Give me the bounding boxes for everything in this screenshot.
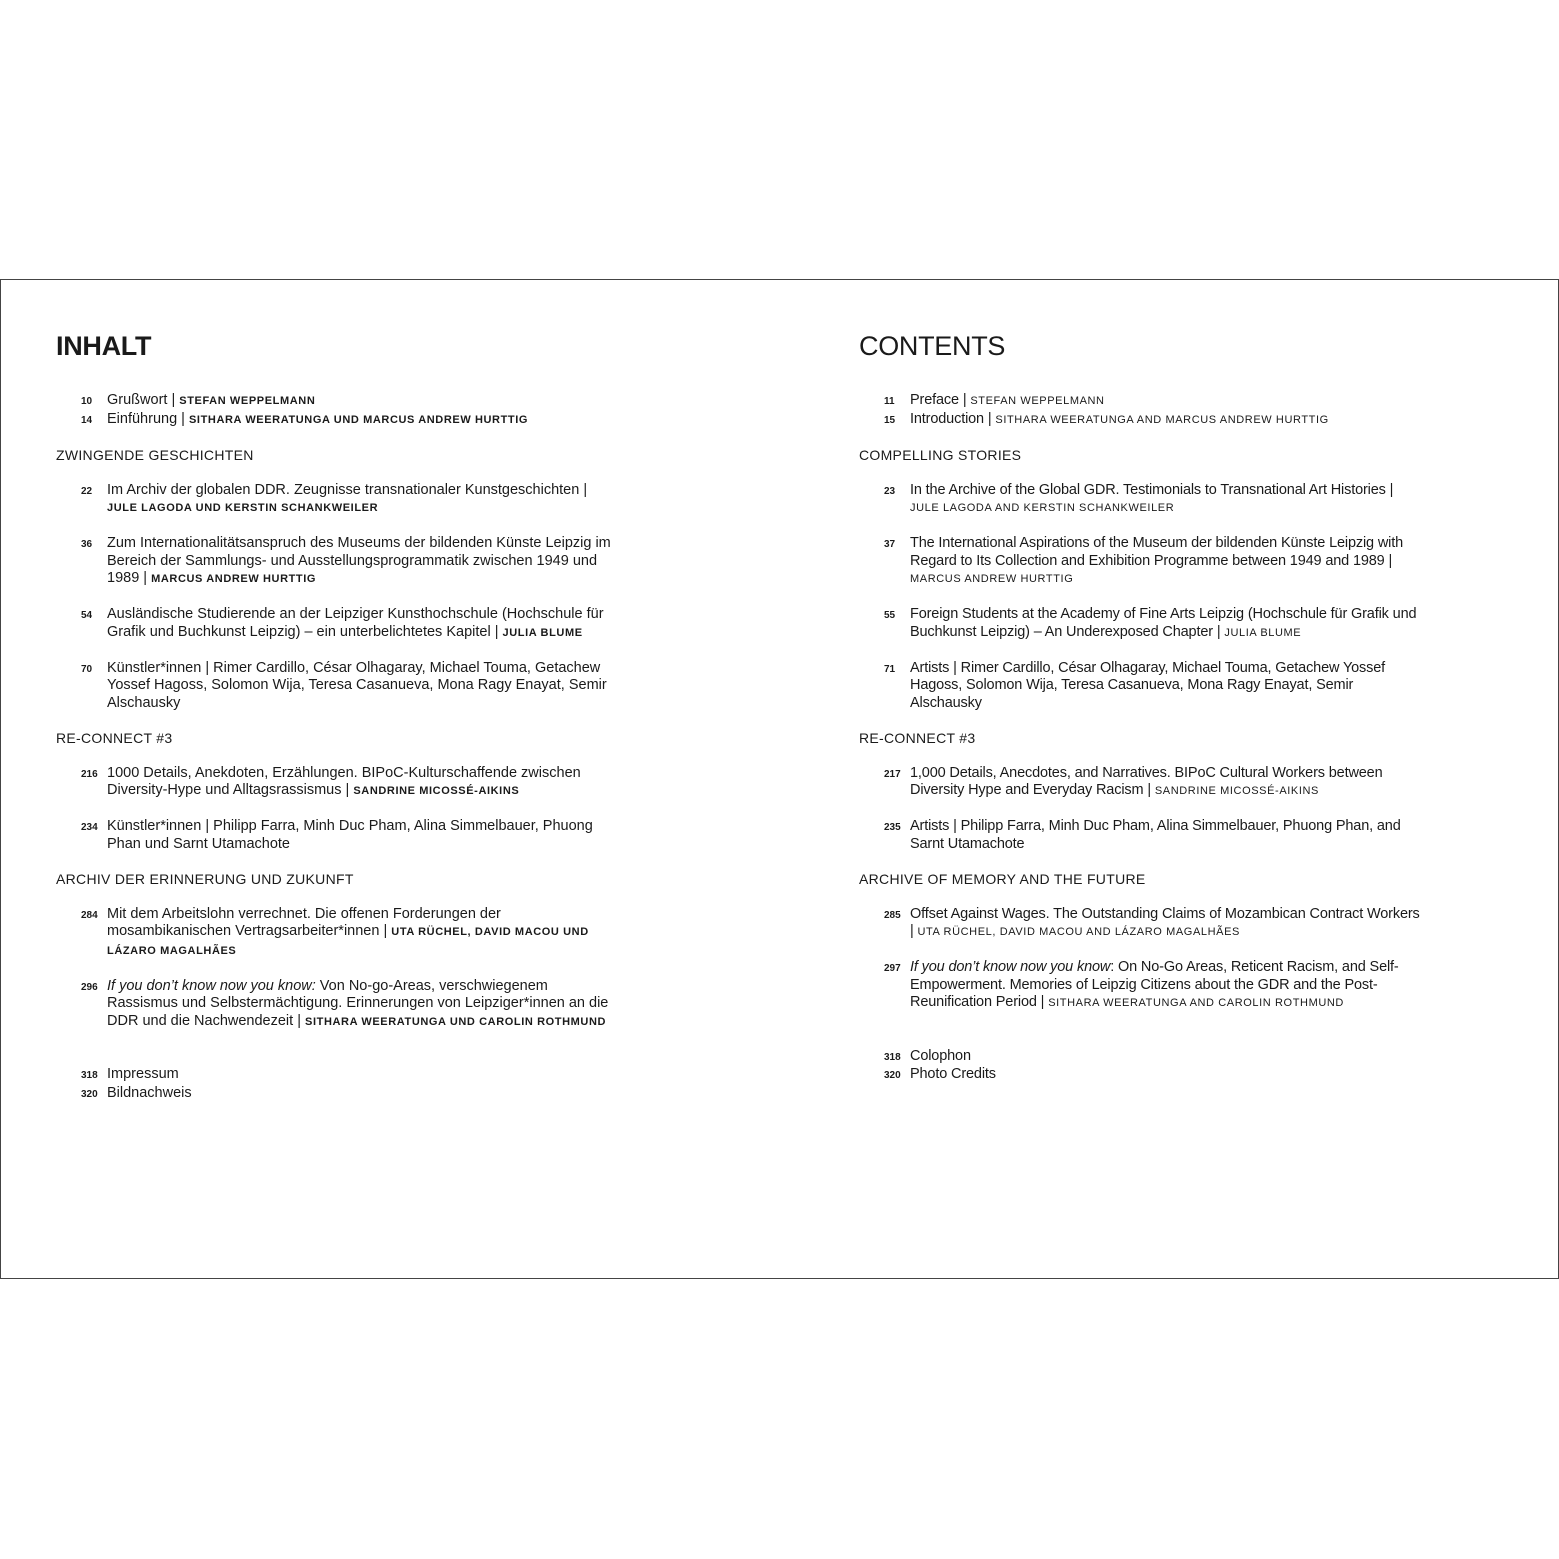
entry-title: Impressum	[107, 1066, 179, 1082]
separator: |	[383, 923, 388, 939]
entry-author: SITHARA WEERATUNGA AND MARCUS ANDREW HURTTIG	[995, 413, 1329, 426]
section-heading: ZWINGENDE GESCHICHTEN	[56, 446, 254, 463]
separator: |	[987, 410, 992, 427]
page-number: 235	[884, 822, 901, 833]
separator: |	[143, 570, 148, 586]
page-number: 217	[884, 768, 901, 780]
separator: |	[1147, 782, 1151, 798]
toc-entry[interactable]	[859, 482, 1459, 518]
entry-author: SITHARA WEERATUNGA AND CAROLIN ROTHMUND	[1048, 997, 1344, 1009]
colon: :	[1110, 959, 1115, 975]
toc-entry[interactable]	[56, 978, 676, 1032]
page-number: 23	[884, 485, 896, 497]
entry-title: Von No-go-Areas, verschwiegenem Rassismus und Selbstermächtigung. Erinnerungen von Leipziger*innen an die DDR und die Nachwendezeit	[107, 977, 609, 1029]
entry-title: Offset Against Wages. The Outstanding Claims of Mozambican Contract Workers	[910, 905, 1420, 922]
section-heading: ARCHIV DER ERINNERUNG UND ZUKUNFT	[56, 870, 354, 887]
entry-title: Artists	[910, 818, 950, 834]
entry-title: Grußwort	[107, 392, 168, 408]
separator: |	[181, 410, 185, 427]
entry-author: SITHARA WEERATUNGA UND MARCUS ANDREW HURTTIG	[188, 413, 529, 426]
entry-title: Ausländische Studierende an der Leipziger Kunsthochschule (Hochschule für Grafik und Buchkunst Leipzig) – ein unterbelichtetes Kapitel	[107, 606, 604, 640]
toc-entry[interactable]	[859, 392, 1459, 411]
entry-author: STEFAN WEPPELMANN	[970, 395, 1105, 407]
toc-page-german	[56, 330, 676, 1121]
separator: |	[910, 923, 914, 939]
entry-title: Mit dem Arbeitslohn verrechnet. Die offenen Forderungen der mosambikanischen Vertragsarbeiter*innen	[107, 905, 501, 939]
page-number: 11	[884, 396, 895, 407]
front-matter-list	[56, 392, 676, 429]
entry-author: MARCUS ANDREW HURTTIG	[151, 573, 317, 585]
toc-entry[interactable]	[859, 535, 1459, 589]
separator: |	[1388, 552, 1393, 569]
entry-title: 1,000 Details, Anecdotes, and Narratives. BIPoC Cultural Workers between Diversity Hype and Everyday Racism	[910, 764, 1383, 798]
entry-author: JULE LAGODA UND KERSTIN SCHANKWEILER	[107, 502, 379, 514]
toc-entry[interactable]	[859, 660, 1459, 713]
page-number: 318	[81, 1070, 98, 1081]
toc-entry[interactable]	[56, 765, 676, 801]
entry-title: Preface	[910, 392, 959, 408]
entry-title: Im Archiv der globalen DDR. Zeugnisse transnationaler Kunstgeschichten	[107, 481, 580, 498]
page-number: 10	[81, 396, 93, 407]
section-entries	[859, 765, 1459, 854]
toc-entry[interactable]	[859, 606, 1459, 642]
toc-entry[interactable]	[56, 818, 676, 853]
artist-names: Rimer Cardillo, César Olhagaray, Michael Touma, Getachew Yossef Hagoss, Solomon Wija, Teresa Casanueva, Mona Ragy Enayat, Semir Alschausky	[910, 659, 1386, 711]
toc-entry[interactable]	[56, 1066, 676, 1085]
toc-entry[interactable]	[859, 1048, 1459, 1067]
entry-author: SITHARA WEERATUNGA UND CAROLIN ROTHMUND	[305, 1015, 607, 1028]
toc-entry[interactable]	[859, 818, 1459, 853]
separator: |	[494, 623, 499, 640]
page-number: 15	[884, 414, 896, 426]
separator: |	[583, 481, 588, 498]
toc-entry[interactable]	[56, 1085, 676, 1104]
separator: |	[1389, 481, 1394, 498]
page-number: 297	[884, 963, 901, 974]
toc-entry[interactable]	[859, 959, 1459, 1013]
entry-title: On No-Go Areas, Reticent Racism, and Self-Empowerment. Memories of Leipzig Citizens about the GDR and the Post-Reunification Period	[910, 959, 1399, 1010]
artist-names: Philipp Farra, Minh Duc Pham, Alina Simmelbauer, Phuong Phan und Sarnt Utamachote	[107, 818, 593, 852]
page-number: 71	[884, 663, 896, 675]
page-number: 70	[81, 663, 93, 675]
entry-author: MARCUS ANDREW HURTTIG	[910, 573, 1074, 585]
section-entries	[859, 482, 1459, 713]
toc-entry[interactable]	[859, 765, 1459, 801]
entry-title: Künstler*innen	[107, 818, 202, 834]
section-entries	[56, 906, 676, 1032]
separator: |	[205, 818, 210, 834]
entry-author: JULE LAGODA AND KERSTIN SCHANKWEILER	[910, 502, 1175, 514]
section-entries	[56, 482, 676, 713]
entry-title: Bildnachweis	[107, 1084, 192, 1101]
page-number: 54	[81, 610, 93, 621]
page-number: 296	[81, 981, 98, 993]
artist-names: Rimer Cardillo, César Olhagaray, Michael Touma, Getachew Yossef Hagoss, Solomon Wija, Teresa Casanueva, Mona Ragy Enayat, Semir Alschausky	[107, 659, 607, 711]
toc-entry[interactable]	[859, 906, 1459, 942]
separator: |	[1216, 623, 1221, 640]
page-number: 216	[81, 768, 98, 780]
page-number: 284	[81, 909, 98, 921]
entry-title: Zum Internationalitätsanspruch des Museums der bildenden Künste Leipzig im Bereich der Sammlungs- und Ausstellungsprogrammatik zwischen 1949 und 1989	[107, 535, 611, 586]
entry-title: Foreign Students at the Academy of Fine Arts Leipzig (Hochschule für Grafik und Buchkunst Leipzig) – An Underexposed Chapter	[910, 606, 1417, 640]
entry-title: Colophon	[910, 1047, 971, 1064]
entry-author: JULIA BLUME	[1224, 626, 1302, 639]
separator: |	[171, 392, 176, 408]
page-number: 320	[884, 1070, 901, 1081]
entry-title: In the Archive of the Global GDR. Testimonials to Transnational Art Histories	[910, 481, 1386, 498]
toc-entry[interactable]	[56, 906, 676, 961]
entry-author: UTA RÜCHEL, DAVID MACOU AND LÁZARO MAGALHÃES	[917, 926, 1240, 938]
section-heading: ARCHIVE OF MEMORY AND THE FUTURE	[859, 870, 1146, 887]
section-heading: RE-CONNECT #3	[859, 729, 976, 746]
entry-title: Künstler*innen	[107, 659, 202, 676]
page-number: 318	[884, 1051, 901, 1063]
entry-title-italic: If you don’t know now you know	[910, 959, 1111, 975]
toc-entry[interactable]	[859, 1066, 1459, 1085]
page-title: CONTENTS	[859, 331, 1006, 361]
page-number: 36	[81, 539, 93, 550]
page-number: 285	[884, 909, 901, 921]
separator: |	[205, 659, 210, 676]
page-number: 55	[884, 610, 896, 621]
toc-entry[interactable]	[56, 606, 676, 642]
toc-page-english	[859, 330, 1459, 1102]
entry-author: STEFAN WEPPELMANN	[179, 395, 316, 407]
separator: |	[953, 659, 957, 676]
separator: |	[1040, 994, 1045, 1010]
section-entries	[859, 906, 1459, 1013]
section-heading: RE-CONNECT #3	[56, 729, 173, 746]
entry-title: 1000 Details, Anekdoten, Erzählungen. BIPoC-Kulturschaffende zwischen Diversity-Hype und Alltagsrassismus	[107, 764, 581, 798]
toc-entry[interactable]	[56, 482, 676, 518]
artist-names: Philipp Farra, Minh Duc Pham, Alina Simmelbauer, Phuong Phan, and Sarnt Utamachote	[910, 818, 1401, 852]
toc-entry[interactable]	[56, 411, 676, 430]
separator: |	[297, 1012, 301, 1029]
page-number: 234	[81, 822, 98, 833]
entry-title: Photo Credits	[910, 1066, 996, 1082]
back-matter-list	[859, 1048, 1459, 1085]
entry-title: The International Aspirations of the Museum der bildenden Künste Leipzig with Regard to Its Collection and Exhibition Programme between 1949 and 1989	[910, 535, 1404, 569]
toc-entry[interactable]	[56, 660, 676, 713]
toc-entry[interactable]	[56, 535, 676, 589]
toc-entry[interactable]	[56, 392, 676, 411]
toc-entry[interactable]	[859, 411, 1459, 430]
section-entries	[56, 765, 676, 854]
page-title: INHALT	[56, 331, 152, 361]
separator: |	[345, 782, 350, 798]
page-number: 14	[81, 414, 93, 426]
back-matter-list	[56, 1066, 676, 1103]
front-matter-list	[859, 392, 1459, 429]
separator: |	[962, 392, 967, 408]
entry-title: Introduction	[910, 410, 984, 427]
entry-author: SANDRINE MICOSSÉ-AIKINS	[353, 785, 520, 797]
entry-author: UTA RÜCHEL, DAVID MACOU UND LÁZARO MAGALHÃES	[107, 926, 589, 957]
section-heading: COMPELLING STORIES	[859, 446, 1022, 463]
book-spread	[0, 279, 1559, 1279]
page-number: 320	[81, 1088, 98, 1100]
entry-title-italic: If you don’t know now you know:	[107, 977, 316, 994]
entry-author: SANDRINE MICOSSÉ-AIKINS	[1154, 785, 1319, 797]
page-number: 37	[884, 539, 896, 550]
entry-title: Einführung	[107, 410, 178, 427]
entry-title: Artists	[910, 659, 950, 676]
entry-author: JULIA BLUME	[502, 626, 583, 639]
page-number: 22	[81, 485, 93, 497]
separator: |	[953, 818, 957, 834]
